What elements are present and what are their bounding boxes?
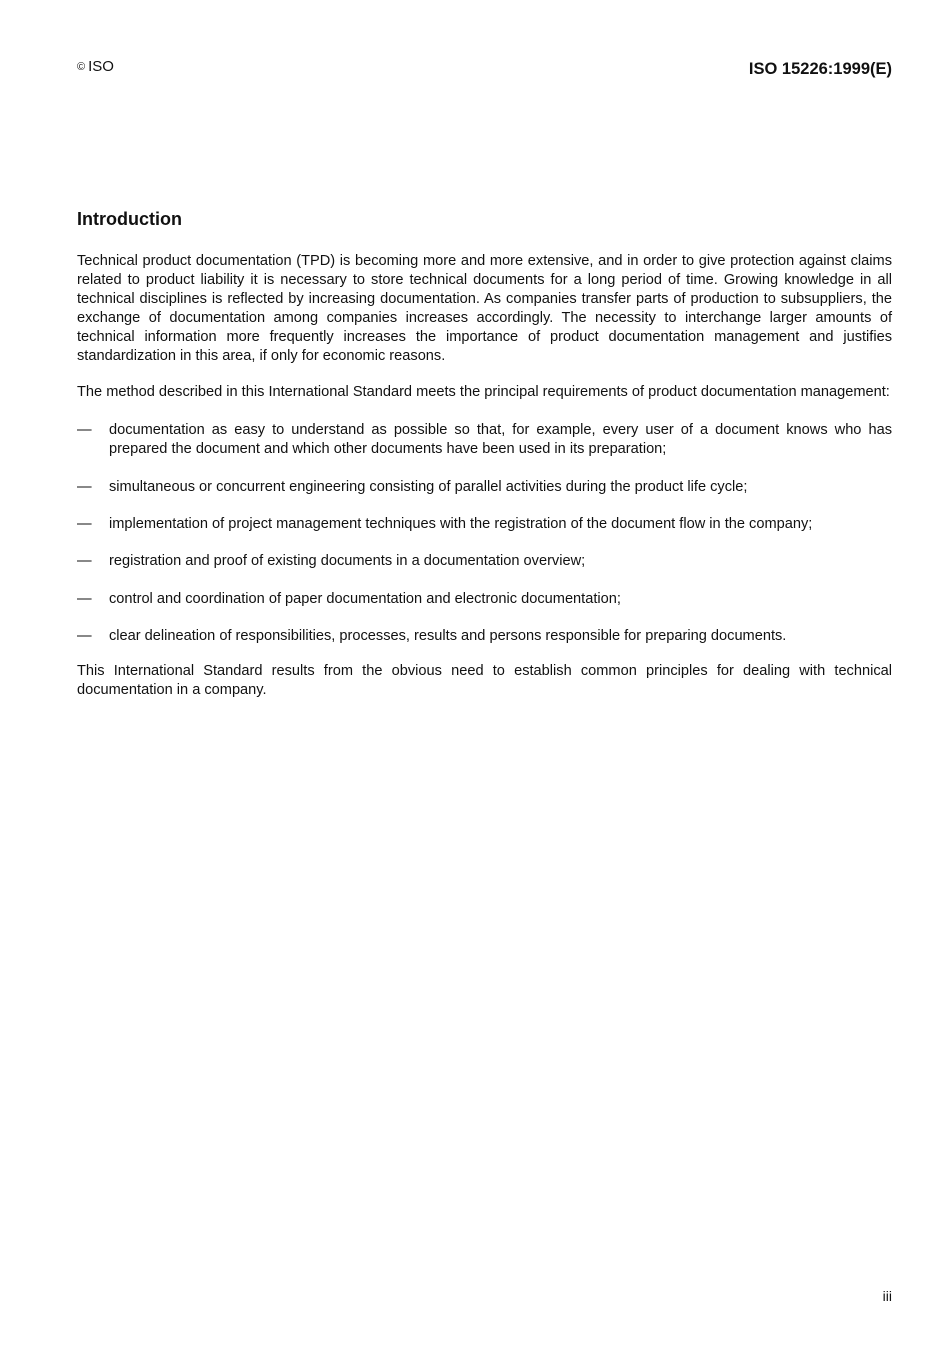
list-item [77, 421, 892, 459]
section-title: Introduction [77, 209, 182, 229]
list-item-text: clear delineation of responsibilities, processes, results and persons responsible for preparing documents. [109, 628, 787, 645]
list-item [77, 552, 892, 571]
header-organization: ISO [88, 58, 114, 75]
requirements-list [77, 421, 892, 646]
list-item [77, 515, 892, 534]
list-item [77, 478, 892, 497]
introduction-section [77, 206, 892, 718]
list-item-text: implementation of project management techniques with the registration of the document flow in the company; [109, 516, 813, 533]
header-copyright [77, 58, 114, 76]
copyright-symbol: © [77, 61, 86, 73]
intro-paragraph-3: This International Standard results from the obvious need to establish common principles for dealing with technical documentation in a company. [77, 663, 892, 699]
list-item [77, 627, 892, 646]
dash-marker: — [77, 478, 92, 495]
intro-paragraph-1: Technical product documentation (TPD) is becoming more and more extensive, and in order to give protection against claims related to product liability it is necessary to store technical documents for a long period of time. Growing knowledge in all technical disciplines is reflected by increasing documentation. As companies transfer parts of production to subsuppliers, the exchange of documentation among companies increases accordingly. The necessity to interchange larger amounts of technical information more frequently increases the importance of product documentation management and justifies standardization in this area, if only for economic reasons. [77, 253, 892, 364]
list-item-text: documentation as easy to understand as possible so that, for example, every user of a document knows who has prepared the document and which other documents have been used in its preparation; [109, 422, 892, 458]
dash-marker: — [77, 628, 92, 645]
list-item-text: simultaneous or concurrent engineering consisting of parallel activities during the product life cycle; [109, 478, 748, 495]
list-item [77, 590, 892, 609]
header-document-id: ISO 15226:1999(E) [748, 60, 892, 78]
dash-marker: — [77, 422, 92, 439]
dash-marker: — [77, 590, 92, 607]
dash-marker: — [77, 516, 92, 533]
list-item-text: registration and proof of existing documents in a documentation overview; [109, 553, 586, 570]
page-number: iii [882, 1288, 892, 1304]
list-item-text: control and coordination of paper documentation and electronic documentation; [109, 590, 621, 607]
intro-paragraph-2: The method described in this International Standard meets the principal requirements of product documentation management: [77, 384, 890, 401]
dash-marker: — [77, 553, 92, 570]
